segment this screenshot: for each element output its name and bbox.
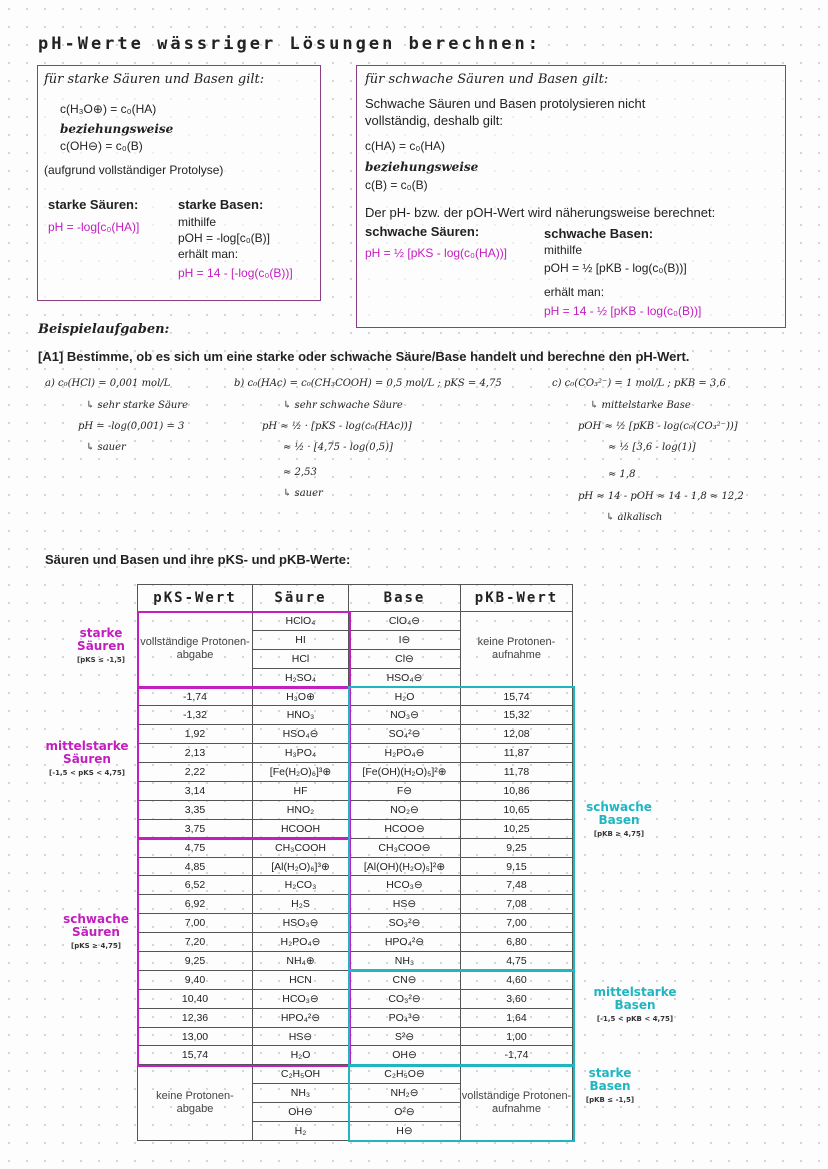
bottom-right-note: vollständige Protonen-aufnahme <box>461 1065 573 1141</box>
example-a-line: ↳ sauer <box>86 442 126 453</box>
strong-acids-formula: pH = -log[c₀(HA)] <box>48 220 140 234</box>
base-cell: HSO₄⊖ <box>349 668 461 687</box>
pks-cell: 4,85 <box>138 857 253 876</box>
pks-cell: 7,20 <box>138 933 253 952</box>
label-strong-bases-range: [pKB ≤ -1,5] <box>585 1096 635 1104</box>
acid-cell: HNO₂ <box>253 800 349 819</box>
acid-cell: HSO₃⊖ <box>253 914 349 933</box>
acid-cell: C₂H₅OH <box>253 1065 349 1084</box>
weak-bases-l1: mithilfe <box>544 243 583 257</box>
acid-cell: HCOOH <box>253 819 349 838</box>
acid-cell: H₃PO₄ <box>253 744 349 763</box>
pks-cell: -1,74 <box>138 687 253 706</box>
base-cell: NO₂⊖ <box>349 800 461 819</box>
pks-cell: 7,00 <box>138 914 253 933</box>
base-cell: SO₄²⊖ <box>349 725 461 744</box>
pkb-cell: 4,60 <box>461 970 573 989</box>
pkb-cell: 15,32 <box>461 706 573 725</box>
pkb-cell: 9,25 <box>461 838 573 857</box>
example-a-line: ↳ sehr starke Säure <box>86 400 189 411</box>
strong-heading: für starke Säuren und Basen gilt: <box>44 72 265 87</box>
label-medium-bases-name: mittelstarke Basen <box>593 985 677 1012</box>
base-cell: [Al(OH)(H₂O)₅]²⊕ <box>349 857 461 876</box>
base-cell: H₂PO₄⊖ <box>349 744 461 763</box>
weak-acids-label: schwache Säuren: <box>365 224 480 239</box>
table-heading: Säuren und Basen und ihre pKS- und pKB-Werte: <box>45 552 351 567</box>
acid-cell: H₃O⊕ <box>253 687 349 706</box>
top-right-note: keine Protonen-aufnahme <box>461 612 573 688</box>
pks-cell: 6,52 <box>138 876 253 895</box>
base-cell: NH₃ <box>349 952 461 971</box>
weak-bases-label: schwache Basen: <box>544 226 654 241</box>
acid-cell: HCl <box>253 649 349 668</box>
pks-cell: 9,40 <box>138 970 253 989</box>
label-weak-bases <box>574 801 664 838</box>
strong-bases-l2: pOH = -log[c₀(B)] <box>178 231 271 245</box>
base-cell: SO₃²⊖ <box>349 914 461 933</box>
weak-eq2: c(B) = c₀(B) <box>365 178 428 192</box>
label-medium-acids-range: [-1,5 < pKS < 4,75] <box>49 769 125 777</box>
strong-bases-l4: pH = 14 - [-log(c₀(B))] <box>178 266 293 280</box>
pks-cell: 3,14 <box>138 782 253 801</box>
pks-cell: 9,25 <box>138 952 253 971</box>
pks-cell: 13,00 <box>138 1027 253 1046</box>
pks-cell: 15,74 <box>138 1046 253 1065</box>
pkb-cell: 10,86 <box>461 782 573 801</box>
base-cell: HCO₃⊖ <box>349 876 461 895</box>
weak-bases-l2: pOH = ½ [pKB - log(c₀(B))] <box>544 261 687 275</box>
example-c-line: c) c₀(CO₃²⁻) = 1 mol/L ; pKB = 3,6 <box>552 378 726 389</box>
weak-bases-l4: pH = 14 - ½ [pKB - log(c₀(B))] <box>544 304 702 318</box>
pkb-cell: 10,65 <box>461 800 573 819</box>
base-cell: H⊖ <box>349 1122 461 1141</box>
pkb-cell: 15,74 <box>461 687 573 706</box>
pks-cell: 3,75 <box>138 819 253 838</box>
weak-heading: für schwache Säuren und Basen gilt: <box>365 72 609 87</box>
acid-cell: [Fe(H₂O)₆]³⊕ <box>253 763 349 782</box>
header-pkb: pKB-Wert <box>461 585 573 612</box>
pkb-cell: 7,00 <box>461 914 573 933</box>
top-left-note: vollständige Protonen-abgabe <box>138 612 253 688</box>
pks-cell: 3,35 <box>138 800 253 819</box>
pks-cell: 12,36 <box>138 1008 253 1027</box>
example-a-line: pH = -log(0,001) = 3 <box>78 421 185 432</box>
weak-approx: Der pH- bzw. der pOH-Wert wird näherungsweise berechnet: <box>365 205 716 220</box>
pk-table <box>137 584 573 1141</box>
acid-cell: HPO₄²⊖ <box>253 1008 349 1027</box>
acid-cell: H₂SO₄ <box>253 668 349 687</box>
pks-cell: -1,32 <box>138 706 253 725</box>
label-strong-acids-range: [pKS ≤ -1,5] <box>77 656 125 664</box>
strong-bases-label: starke Basen: <box>178 197 264 212</box>
base-cell: S²⊖ <box>349 1027 461 1046</box>
weak-bases-l3: erhält man: <box>544 285 605 299</box>
pkb-cell: 7,48 <box>461 876 573 895</box>
header-pks: pKS-Wert <box>138 585 253 612</box>
acid-cell: CH₃COOH <box>253 838 349 857</box>
pkb-cell: 7,08 <box>461 895 573 914</box>
pkb-cell: 10,25 <box>461 819 573 838</box>
label-weak-bases-range: [pKB ≥ 4,75] <box>593 830 645 838</box>
page-title: pH-Werte wässriger Lösungen berechnen: <box>38 34 541 54</box>
weak-acids-formula: pH = ½ [pKS - log(c₀(HA))] <box>365 246 508 260</box>
acid-cell: NH₃ <box>253 1084 349 1103</box>
base-cell: CO₃²⊖ <box>349 989 461 1008</box>
pkb-cell: 3,60 <box>461 989 573 1008</box>
label-strong-bases <box>578 1067 642 1104</box>
pkb-cell: 1,00 <box>461 1027 573 1046</box>
pks-cell: 2,22 <box>138 763 253 782</box>
pkb-cell: 4,75 <box>461 952 573 971</box>
base-cell: F⊖ <box>349 782 461 801</box>
base-cell: CH₃COO⊖ <box>349 838 461 857</box>
acid-cell: HCO₃⊖ <box>253 989 349 1008</box>
weak-desc2: vollständig, deshalb gilt: <box>365 113 504 128</box>
pkb-cell: 6,80 <box>461 933 573 952</box>
example-b-line: ≈ 2,53 <box>283 467 317 478</box>
strong-note: (aufgrund vollständiger Protolyse) <box>44 163 224 177</box>
base-cell: HS⊖ <box>349 895 461 914</box>
example-b-line: pH ≈ ½ · [pKS - log(c₀(HAc))] <box>262 421 412 432</box>
label-weak-acids-name: schwache Säuren <box>63 912 129 939</box>
example-a-line: a) c₀(HCl) = 0,001 mol/L <box>45 378 171 389</box>
strong-acids-bases-box <box>37 65 321 301</box>
examples-task: [A1] Bestimme, ob es sich um eine starke oder schwache Säure/Base handelt und berechne den pH-Wert. <box>38 349 690 364</box>
pks-cell: 4,75 <box>138 838 253 857</box>
acid-cell: H₂ <box>253 1122 349 1141</box>
example-c-line: ↳ alkalisch <box>606 512 663 523</box>
pkb-cell: 9,15 <box>461 857 573 876</box>
label-weak-bases-name: schwache Basen <box>586 800 652 827</box>
pkb-cell: 1,64 <box>461 1008 573 1027</box>
base-cell: PO₄³⊖ <box>349 1008 461 1027</box>
pkb-cell: -1,74 <box>461 1046 573 1065</box>
example-b-line: ↳ sehr schwache Säure <box>283 400 403 411</box>
acid-cell: HSO₄⊖ <box>253 725 349 744</box>
label-medium-acids-name: mittelstarke Säuren <box>45 739 129 766</box>
base-cell: OH⊖ <box>349 1046 461 1065</box>
example-c-line: ≈ ½ [3,6 - log(1)] <box>608 442 696 453</box>
header-base: Base <box>349 585 461 612</box>
base-cell: [Fe(OH)(H₂O)₅]²⊕ <box>349 763 461 782</box>
strong-bases-l3: erhält man: <box>178 247 239 261</box>
base-cell: C₂H₅O⊖ <box>349 1065 461 1084</box>
acid-cell: HNO₃ <box>253 706 349 725</box>
label-strong-acids-name: starke Säuren <box>77 626 125 653</box>
base-cell: H₂O <box>349 687 461 706</box>
example-b-line: ↳ sauer <box>283 488 323 499</box>
acid-cell: OH⊖ <box>253 1103 349 1122</box>
example-b-line: ≈ ½ · [4,75 - log(0,5)] <box>283 442 393 453</box>
weak-eq1: c(HA) = c₀(HA) <box>365 139 445 153</box>
acid-cell: [Al(H₂O)₆]³⊕ <box>253 857 349 876</box>
pks-cell: 1,92 <box>138 725 253 744</box>
base-cell: HCOO⊖ <box>349 819 461 838</box>
base-cell: I⊖ <box>349 630 461 649</box>
pkb-cell: 11,78 <box>461 763 573 782</box>
acid-cell: HF <box>253 782 349 801</box>
acid-cell: H₂CO₃ <box>253 876 349 895</box>
label-weak-acids-range: [pKS ≥ 4,75] <box>71 942 121 950</box>
pkb-cell: 12,08 <box>461 725 573 744</box>
header-acid: Säure <box>253 585 349 612</box>
examples-heading: Beispielaufgaben: <box>38 322 170 337</box>
acid-cell: HClO₄ <box>253 612 349 631</box>
base-cell: HPO₄²⊖ <box>349 933 461 952</box>
pks-cell: 10,40 <box>138 989 253 1008</box>
base-cell: Cl⊖ <box>349 649 461 668</box>
strong-mid: beziehungsweise <box>60 122 174 136</box>
example-c-line: pH ≈ 14 - pOH ≈ 14 - 1,8 ≈ 12,2 <box>578 491 744 502</box>
weak-acids-bases-box <box>356 65 786 328</box>
example-c-line: ↳ mittelstarke Base <box>590 400 691 411</box>
acid-cell: HS⊖ <box>253 1027 349 1046</box>
pks-cell: 2,13 <box>138 744 253 763</box>
weak-desc1: Schwache Säuren und Basen protolysieren nicht <box>365 96 646 111</box>
weak-mid: beziehungsweise <box>365 160 479 174</box>
bottom-left-note: keine Protonen-abgabe <box>138 1065 253 1141</box>
base-cell: ClO₄⊖ <box>349 612 461 631</box>
label-weak-acids <box>46 913 146 950</box>
label-strong-acids <box>58 627 144 664</box>
strong-acids-label: starke Säuren: <box>48 197 139 212</box>
label-medium-bases <box>580 986 690 1023</box>
example-b-line: b) c₀(HAc) = c₀(CH₃COOH) = 0,5 mol/L ; pKS = 4,75 <box>234 378 502 389</box>
base-cell: NO₃⊖ <box>349 706 461 725</box>
strong-eq1: c(H₃O⊕) = c₀(HA) <box>60 102 157 116</box>
label-strong-bases-name: starke Basen <box>588 1066 632 1093</box>
acid-cell: H₂S <box>253 895 349 914</box>
acid-cell: NH₄⊕ <box>253 952 349 971</box>
strong-eq2: c(OH⊖) = c₀(B) <box>60 139 143 153</box>
acid-cell: HCN <box>253 970 349 989</box>
acid-cell: HI <box>253 630 349 649</box>
example-c-line: pOH ≈ ½ [pKB - log(c₀(CO₃²⁻))] <box>578 421 738 432</box>
base-cell: NH₂⊖ <box>349 1084 461 1103</box>
pkb-cell: 11,87 <box>461 744 573 763</box>
label-medium-bases-range: [-1,5 < pKB < 4,75] <box>596 1015 674 1023</box>
label-medium-acids <box>32 740 142 777</box>
example-c-line: ≈ 1,8 <box>608 469 636 480</box>
base-cell: O²⊖ <box>349 1103 461 1122</box>
acid-cell: H₂PO₄⊖ <box>253 933 349 952</box>
strong-bases-l1: mithilfe <box>178 215 217 229</box>
pks-cell: 6,92 <box>138 895 253 914</box>
acid-cell: H₂O <box>253 1046 349 1065</box>
base-cell: CN⊖ <box>349 970 461 989</box>
